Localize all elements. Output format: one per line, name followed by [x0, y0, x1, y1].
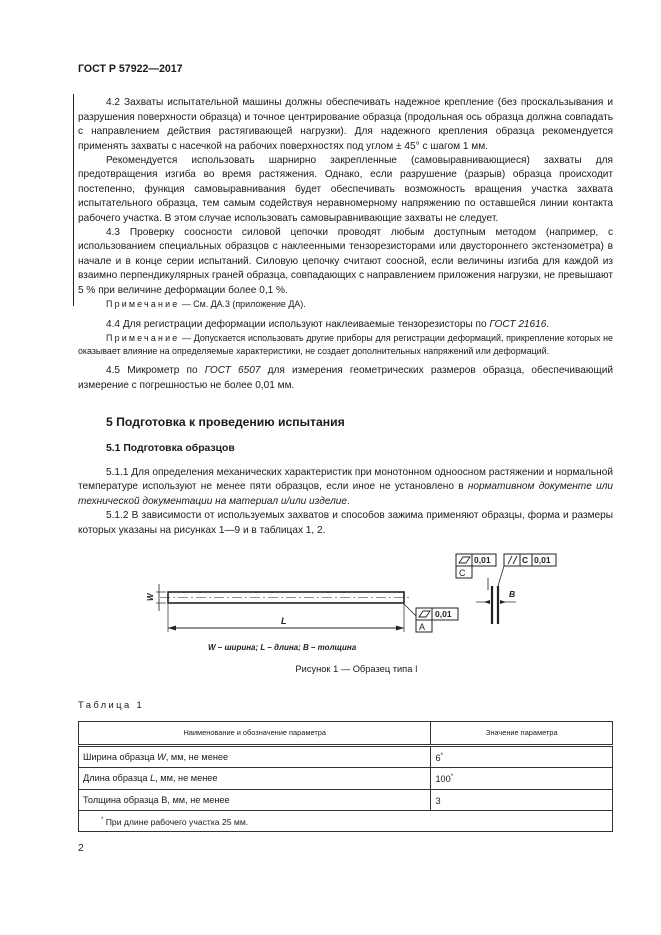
flatness-icon — [419, 611, 430, 617]
datum-c-label: C — [459, 567, 466, 578]
tolerance-a-value: 0,01 — [435, 608, 452, 619]
table-cell-value — [431, 745, 613, 767]
paragraph-5-1-1-end: . — [347, 495, 350, 507]
flatness-c-symbol-box — [456, 554, 472, 566]
table-1-title: Таблица 1 — [78, 699, 145, 711]
paragraph-4-5-end: для измерения геометрических размеров образца, обеспечивающий измерение с погрешностью не более 0,01 мм. — [78, 365, 614, 391]
value-text: 6 — [435, 752, 441, 763]
width-label: W — [146, 593, 155, 601]
table-header-row — [79, 721, 613, 745]
table-cell-value — [431, 768, 613, 789]
datum-a-label: A — [419, 621, 426, 632]
length-label: L — [281, 615, 287, 626]
table-footnote-row — [79, 811, 613, 832]
table-header-cell: Наименование и обозначение параметра — [79, 721, 431, 745]
thickness-arrows — [484, 600, 506, 604]
note-1 — [78, 298, 613, 311]
leader-parallel — [498, 566, 504, 586]
flatness-icon — [459, 557, 470, 563]
table-cell-param — [79, 789, 431, 810]
section-5-heading: 5 Подготовка к проведению испытания — [106, 415, 345, 430]
section-5-1-heading: 5.1 Подготовка образцов — [106, 442, 235, 454]
paragraph-4-2: 4.2 Захваты испытательной машины должны обеспечивать надежное крепление (без проскальзывания и разрушения поверхности образца) и точное центрирование образца (продольная ось образца должна совпадать с направлением действия растягивающей нагрузки). Для надежного крепления образца рекомендуется применять захваты с насечкой на рабочих поверхностях под углом ± 45° с шагом 1 мм. — [78, 97, 613, 152]
paragraph-4-5 — [78, 364, 613, 393]
paragraph-4-4 — [78, 318, 613, 332]
table-cell-value — [431, 789, 613, 810]
table-header-cell: Значение параметра — [431, 721, 613, 745]
datum-ref-label: C — [522, 554, 529, 565]
table-cell-param — [79, 745, 431, 767]
specimen-drawing — [78, 546, 613, 654]
thickness-label: B — [509, 588, 516, 599]
note-text: — Допускается использовать другие приборы для регистрации деформаций, прикрепление которых не оказывает влияние на определяемые характеристики, не создает дополнительных напряжений или деформаций. — [78, 333, 613, 356]
footnote-mark: * — [440, 752, 443, 759]
change-bar — [73, 94, 74, 306]
paragraph-5-1-2: 5.1.2 В зависимости от используемых захватов и способов зажима применяют образцы, форма и размеры которых указаны на рисунках 1—9 и в таблицах 1, 2. — [78, 510, 613, 536]
paragraph-5-1-1-italic: нормативном документе или технической документации на материал и/или изделие — [78, 481, 613, 507]
paragraph-5-1-1-text: 5.1.1 Для определения механических характеристик при монотонном одноосном растяжении и нормальной температуре используют не менее пяти образцов, если иное не установлено в — [78, 466, 613, 493]
note-label: Примечание — [106, 333, 180, 344]
paragraph-4-5-text: 4.5 Микрометр по — [106, 365, 205, 377]
table-cell-param — [79, 768, 431, 789]
param-symbol: L — [150, 773, 156, 784]
note-2 — [78, 332, 613, 357]
param-text: В, мм, не менее — [161, 794, 230, 805]
page-header: ГОСТ Р 57922—2017 — [78, 63, 183, 75]
paragraph-recommendation: Рекомендуется использовать шарнирно закрепленные (самовыравнивающиеся) захваты для предотвращения изгиба во время растяжения. Однако, если разрушение (разрыв) образца происходит постепенно, функция самовыравнивания будет обеспечивать возможность вращения участка захвата испытательного образца, тем самым содействуя неравномерному напряжению по оставшейся линии контакта рабочего участка. В этом случае использовать самовыравнивающие захваты не следует. — [78, 155, 613, 224]
footnote-mark: * — [450, 774, 454, 781]
table-footnote — [79, 811, 613, 832]
param-text: , мм, не менее — [165, 751, 229, 762]
paragraph-4-3: 4.3 Проверку соосности силовой цепочки проводят любым доступным методом (например, с использованием специальных образцов с наклеенными тензорезисторами или двустороннего экстензометра) в начале и в конце серии испытаний. Силовую цепочку считают соосной, если величины изгиба для каждой из взаимно перпендикулярных граней образца, совпадающих с направлением приложения нагрузки, не превышают 5 % при величине деформации более 0,1 %. — [78, 227, 613, 296]
param-symbol: W — [157, 751, 166, 762]
footnote-mark: * — [101, 817, 104, 824]
param-text: Длина образца — [83, 773, 151, 784]
gost-ref-6507: ГОСТ 6507 — [204, 365, 261, 377]
leader-a — [404, 604, 416, 616]
value-text: 3 — [435, 795, 441, 806]
figure-1 — [78, 546, 613, 654]
table-1 — [78, 721, 613, 833]
flatness-symbol-box — [416, 608, 432, 620]
figure-legend: W – ширина; L – длина; B – толщина — [208, 642, 357, 652]
parallelism-symbol-box — [504, 554, 520, 566]
page-number: 2 — [78, 843, 84, 854]
table-row — [79, 745, 613, 767]
table-row — [79, 789, 613, 810]
figure-caption: Рисунок 1 — Образец типа I — [295, 663, 418, 674]
param-text: Толщина образца — [83, 794, 162, 805]
param-text: Ширина образца — [83, 751, 158, 762]
parallelism-icon — [508, 556, 517, 564]
note-text: — См. ДА.3 (приложение ДА). — [179, 299, 306, 310]
table-row — [79, 768, 613, 789]
param-text: , мм, не менее — [155, 773, 218, 784]
tolerance-parallel-value: 0,01 — [534, 554, 551, 565]
paragraph-4-4-end: . — [546, 318, 550, 330]
value-text: 100 — [435, 774, 451, 785]
gost-ref-21616: ГОСТ 21616 — [489, 318, 547, 330]
tolerance-c-value: 0,01 — [474, 554, 491, 565]
footnote-text: При длине рабочего участка 25 мм. — [103, 817, 249, 828]
note-label: Примечание — [106, 299, 180, 310]
paragraph-4-4-text: 4.4 Для регистрации деформации используют наклеиваемые тензорезисторы по — [106, 318, 490, 330]
paragraph-5-1-1 — [78, 466, 613, 509]
